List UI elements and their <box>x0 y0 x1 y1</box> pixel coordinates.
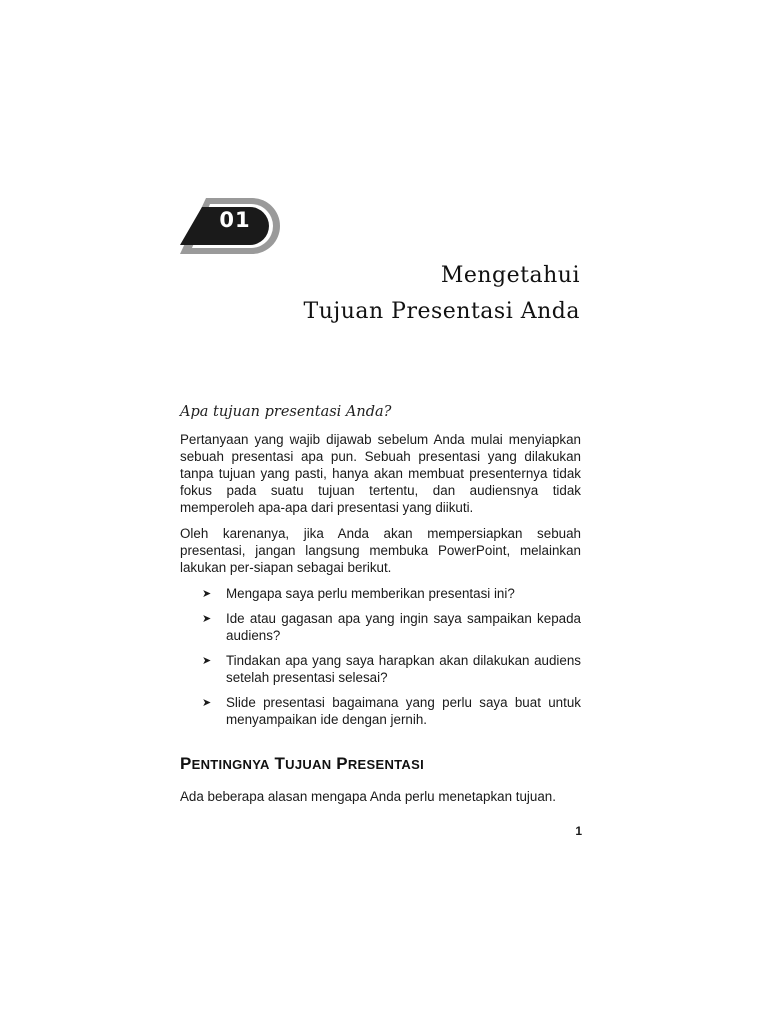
list-item <box>202 652 581 686</box>
section-heading-rest: RESENTASI <box>347 757 424 772</box>
list-item <box>202 610 581 644</box>
paragraph-2: Oleh karenanya, jika Anda akan mempersiapkan sebuah presentasi, jangan langsung membuka PowerPoint, melainkan lakukan per-siapan sebagai berikut. <box>180 526 581 575</box>
section-intro: Ada beberapa alasan mengapa Anda perlu menetapkan tujuan. <box>180 789 556 804</box>
chapter-badge <box>178 197 280 255</box>
arrow-bullet-icon: ➤ <box>202 697 212 709</box>
chapter-title-line2: Tujuan Presentasi Anda <box>303 299 580 324</box>
list-item-text: Slide presentasi bagaimana yang perlu saya buat untuk menyampaikan ide dengan jernih. <box>226 695 581 727</box>
paragraph-1: Pertanyaan yang wajib dijawab sebelum Anda mulai menyiapkan sebuah presentasi apa pun. Sebuah presentasi yang dilakukan tanpa tujuan yang pasti, hanya akan membuat presenternya tidak fokus pada suatu tujuan tertentu, dan audiensnya tidak memperoleh apa-apa dari presentasi yang diikuti. <box>180 432 581 515</box>
chapter-title-line1: Mengetahui <box>440 263 580 288</box>
list-item-text: Mengapa saya perlu memberikan presentasi ini? <box>226 586 515 601</box>
section-heading-rest: ENTINGNYA <box>191 757 270 772</box>
arrow-bullet-icon: ➤ <box>202 655 212 667</box>
chapter-content <box>180 404 581 814</box>
chapter-title <box>304 258 580 330</box>
list-item-text: Tindakan apa yang saya harapkan akan dilakukan audiens setelah presentasi selesai? <box>226 653 581 685</box>
section-heading-initial: P <box>336 754 348 773</box>
question-subheading: Apa tujuan presentasi Anda? <box>180 404 392 420</box>
section-heading-rest: UJUAN <box>285 757 332 772</box>
section-heading <box>180 754 581 774</box>
list-item <box>202 694 581 728</box>
chapter-number: 01 <box>219 208 251 232</box>
arrow-bullet-icon: ➤ <box>202 588 212 600</box>
list-item-text: Ide atau gagasan apa yang ingin saya sampaikan kepada audiens? <box>226 611 581 643</box>
section-heading-initial: T <box>274 754 286 773</box>
page-number: 1 <box>575 824 582 838</box>
question-list <box>180 585 581 728</box>
list-item <box>202 585 581 602</box>
arrow-bullet-icon: ➤ <box>202 613 212 625</box>
section-heading-initial: P <box>180 754 192 773</box>
